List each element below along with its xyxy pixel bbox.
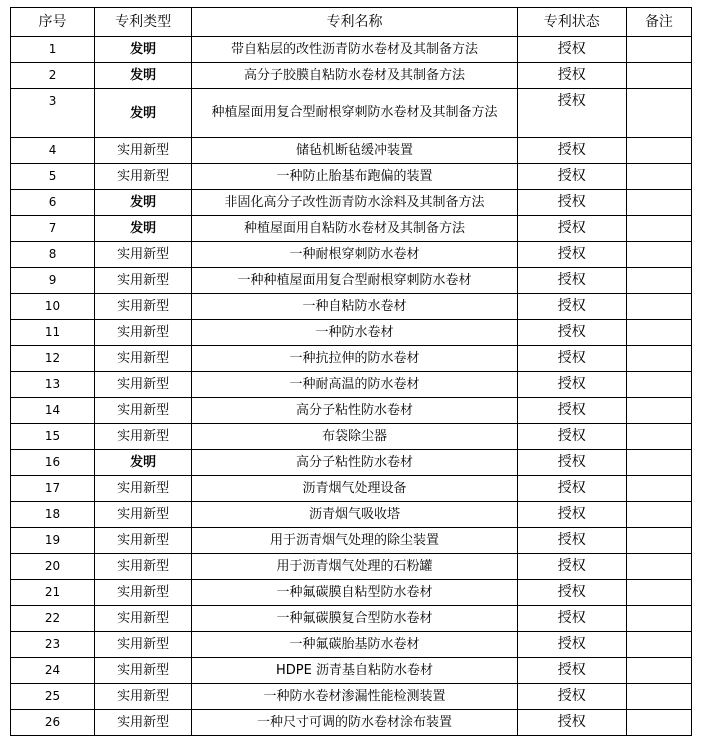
row-name: 一种防水卷材 [192,320,517,346]
row-status: 授权 [517,89,626,138]
row-name: 种植屋面用复合型耐根穿刺防水卷材及其制备方法 [192,89,517,138]
row-number: 20 [11,554,95,580]
row-type: 发明 [95,190,192,216]
row-name: 沥青烟气处理设备 [192,476,517,502]
row-name: 种植屋面用自粘防水卷材及其制备方法 [192,216,517,242]
table-row [11,580,692,606]
row-number: 3 [11,89,95,138]
row-type: 发明 [95,89,192,138]
row-type: 实用新型 [95,424,192,450]
row-type: 实用新型 [95,606,192,632]
row-number: 17 [11,476,95,502]
row-name: 沥青烟气吸收塔 [192,502,517,528]
table-row [11,346,692,372]
row-note [626,346,691,372]
table-row [11,710,692,736]
row-status: 授权 [517,242,626,268]
row-status: 授权 [517,424,626,450]
row-note [626,554,691,580]
row-note [626,606,691,632]
row-number: 2 [11,63,95,89]
table-row [11,632,692,658]
row-note [626,580,691,606]
row-note [626,138,691,164]
row-status: 授权 [517,606,626,632]
row-name: 高分子粘性防水卷材 [192,450,517,476]
row-status: 授权 [517,372,626,398]
row-note [626,63,691,89]
row-status: 授权 [517,346,626,372]
row-type: 实用新型 [95,242,192,268]
row-note [626,398,691,424]
row-status: 授权 [517,710,626,736]
table-row [11,190,692,216]
row-type: 实用新型 [95,658,192,684]
row-number: 24 [11,658,95,684]
row-name: HDPE 沥青基自粘防水卷材 [192,658,517,684]
row-type: 发明 [95,216,192,242]
row-number: 4 [11,138,95,164]
row-status: 授权 [517,37,626,63]
row-type: 实用新型 [95,684,192,710]
row-status: 授权 [517,580,626,606]
row-number: 6 [11,190,95,216]
row-number: 18 [11,502,95,528]
row-note [626,37,691,63]
header-note: 备注 [626,8,691,37]
row-status: 授权 [517,684,626,710]
table-row [11,89,692,138]
row-number: 11 [11,320,95,346]
row-number: 1 [11,37,95,63]
row-note [626,190,691,216]
row-note [626,476,691,502]
row-number: 7 [11,216,95,242]
row-status: 授权 [517,632,626,658]
row-name: 一种种植屋面用复合型耐根穿刺防水卷材 [192,268,517,294]
row-number: 22 [11,606,95,632]
row-status: 授权 [517,294,626,320]
row-note [626,658,691,684]
table-row [11,294,692,320]
row-number: 23 [11,632,95,658]
row-name: 一种耐高温的防水卷材 [192,372,517,398]
row-name: 一种防水卷材渗漏性能检测装置 [192,684,517,710]
row-note [626,242,691,268]
row-type: 实用新型 [95,294,192,320]
row-note [626,372,691,398]
row-type: 实用新型 [95,138,192,164]
row-number: 9 [11,268,95,294]
row-name: 一种尺寸可调的防水卷材涂布装置 [192,710,517,736]
row-name: 带自粘层的改性沥青防水卷材及其制备方法 [192,37,517,63]
row-status: 授权 [517,164,626,190]
table-row [11,606,692,632]
row-number: 12 [11,346,95,372]
row-note [626,710,691,736]
row-note [626,268,691,294]
row-note [626,216,691,242]
table-row [11,372,692,398]
row-name: 用于沥青烟气处理的除尘装置 [192,528,517,554]
row-type: 实用新型 [95,554,192,580]
table-row [11,450,692,476]
table-row [11,320,692,346]
row-type: 实用新型 [95,320,192,346]
row-status: 授权 [517,268,626,294]
table-row [11,424,692,450]
row-status: 授权 [517,63,626,89]
row-number: 26 [11,710,95,736]
header-name: 专利名称 [192,8,517,37]
table-row [11,554,692,580]
row-type: 实用新型 [95,502,192,528]
row-number: 14 [11,398,95,424]
row-status: 授权 [517,450,626,476]
row-name: 高分子胶膜自粘防水卷材及其制备方法 [192,63,517,89]
row-name: 一种氟碳膜自粘型防水卷材 [192,580,517,606]
row-number: 10 [11,294,95,320]
row-status: 授权 [517,138,626,164]
row-type: 实用新型 [95,372,192,398]
row-status: 授权 [517,528,626,554]
row-name: 一种自粘防水卷材 [192,294,517,320]
row-name: 一种抗拉伸的防水卷材 [192,346,517,372]
row-name: 一种氟碳膜复合型防水卷材 [192,606,517,632]
row-name: 用于沥青烟气处理的石粉罐 [192,554,517,580]
row-note [626,632,691,658]
row-note [626,294,691,320]
row-type: 发明 [95,63,192,89]
row-name: 储毡机断毡缓冲装置 [192,138,517,164]
row-status: 授权 [517,398,626,424]
row-type: 实用新型 [95,580,192,606]
row-number: 19 [11,528,95,554]
header-no: 序号 [11,8,95,37]
table-row [11,216,692,242]
row-name: 布袋除尘器 [192,424,517,450]
row-status: 授权 [517,476,626,502]
row-note [626,320,691,346]
row-number: 15 [11,424,95,450]
table-row [11,684,692,710]
table-row [11,242,692,268]
row-number: 21 [11,580,95,606]
table-row [11,528,692,554]
row-name: 高分子粘性防水卷材 [192,398,517,424]
row-note [626,164,691,190]
row-status: 授权 [517,554,626,580]
row-status: 授权 [517,216,626,242]
row-type: 发明 [95,450,192,476]
row-type: 发明 [95,37,192,63]
row-type: 实用新型 [95,710,192,736]
table-body [11,37,692,736]
row-status: 授权 [517,502,626,528]
row-type: 实用新型 [95,268,192,294]
row-note [626,502,691,528]
row-note [626,89,691,138]
row-type: 实用新型 [95,528,192,554]
table-row [11,63,692,89]
header-status: 专利状态 [517,8,626,37]
row-status: 授权 [517,190,626,216]
row-name: 一种防止胎基布跑偏的装置 [192,164,517,190]
row-note [626,528,691,554]
row-note [626,450,691,476]
header-row [11,8,692,37]
table-row [11,398,692,424]
row-name: 一种耐根穿刺防水卷材 [192,242,517,268]
row-type: 实用新型 [95,476,192,502]
row-type: 实用新型 [95,632,192,658]
row-note [626,424,691,450]
row-name: 一种氟碳胎基防水卷材 [192,632,517,658]
table-row [11,502,692,528]
row-number: 5 [11,164,95,190]
table-row [11,476,692,502]
row-type: 实用新型 [95,398,192,424]
table-row [11,164,692,190]
row-number: 25 [11,684,95,710]
row-number: 8 [11,242,95,268]
row-type: 实用新型 [95,346,192,372]
header-type: 专利类型 [95,8,192,37]
row-status: 授权 [517,320,626,346]
row-note [626,684,691,710]
table-row [11,268,692,294]
table-row [11,37,692,63]
row-number: 16 [11,450,95,476]
row-type: 实用新型 [95,164,192,190]
table-row [11,138,692,164]
table-row [11,658,692,684]
row-status: 授权 [517,658,626,684]
row-name: 非固化高分子改性沥青防水涂料及其制备方法 [192,190,517,216]
patent-table [10,7,692,736]
row-number: 13 [11,372,95,398]
